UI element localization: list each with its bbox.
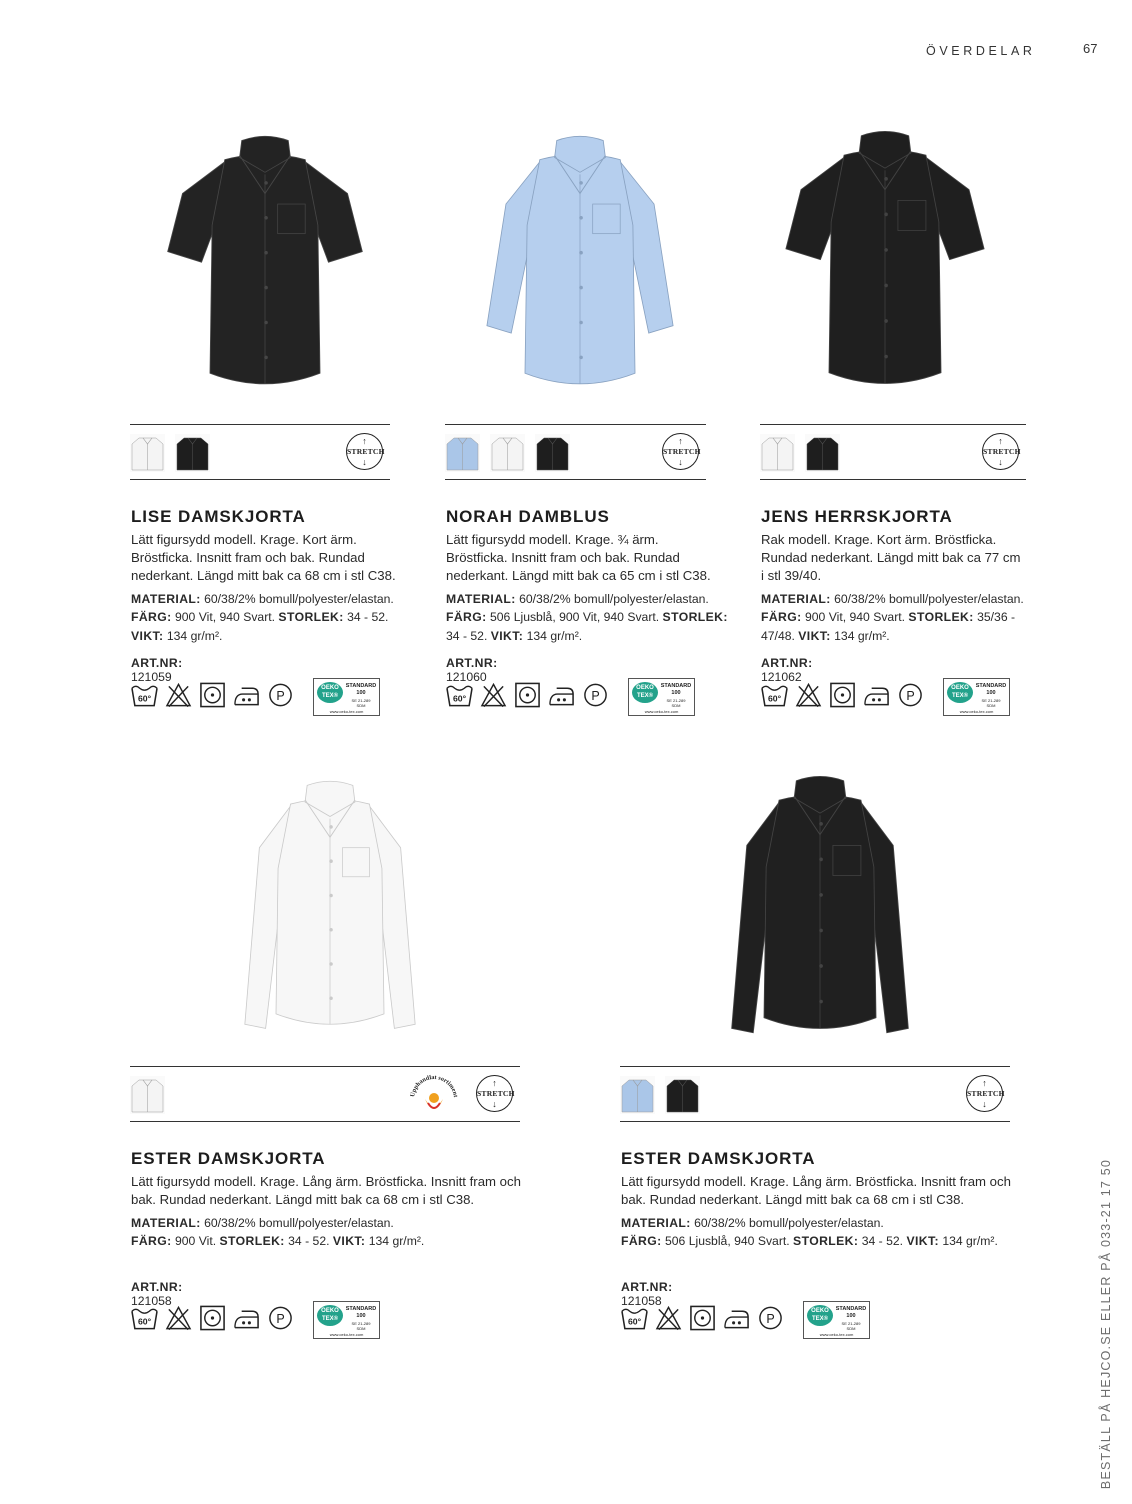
article-number-value: 121060	[446, 670, 487, 684]
color-swatch[interactable]	[490, 434, 525, 472]
svg-text:P: P	[766, 1311, 775, 1326]
tumble-dry-icon	[829, 682, 856, 708]
spec-label: STORLEK:	[908, 610, 974, 625]
spec-value: 900 Vit, 940 Svart.	[804, 610, 906, 625]
oeko-tex-badge: OEKO TEX®	[632, 682, 658, 703]
svg-text:P: P	[906, 688, 915, 703]
material-line	[131, 590, 413, 608]
care-symbols	[761, 678, 1021, 714]
care-symbols	[621, 1301, 881, 1337]
color-swatch[interactable]	[130, 1076, 165, 1114]
stretch-icon: ↑ STRETCH ↓	[966, 1075, 1003, 1112]
stretch-icon: ↑ STRETCH ↓	[346, 433, 383, 470]
spec-value: 60/38/2% bomull/polyester/elastan.	[834, 592, 1024, 606]
oeko-standard: STANDARD 100	[345, 1306, 377, 1319]
oeko-tex-badge: OEKO TEX®	[317, 1305, 343, 1326]
oeko-standard: STANDARD 100	[345, 683, 377, 696]
stretch-label: STRETCH	[663, 447, 701, 456]
swatch-bar	[130, 1066, 520, 1122]
material-line	[131, 1214, 538, 1232]
product-name: ESTER DAMSKJORTA	[131, 1149, 326, 1168]
article-number-label: ART.NR:	[131, 656, 183, 670]
color-swatch[interactable]	[535, 434, 570, 472]
color-swatch[interactable]	[130, 434, 165, 472]
no-bleach-icon	[655, 1305, 682, 1331]
oeko-url: www.oeko-tex.com	[329, 709, 364, 714]
product-photo	[455, 130, 705, 405]
svg-text:60°: 60°	[452, 693, 467, 704]
no-bleach-icon	[165, 1305, 192, 1331]
iron-medium-icon	[233, 682, 260, 708]
section-title: ÖVERDELAR	[926, 44, 1036, 58]
swatch-bar	[760, 424, 1026, 480]
oeko-cert: SE 21-289 SDM	[351, 1321, 371, 1331]
spec-value: 60/38/2% bomull/polyester/elastan.	[694, 1216, 884, 1230]
spec-value: 506 Ljusblå, 900 Vit, 940 Svart.	[489, 610, 660, 625]
article-number-label: ART.NR:	[761, 656, 813, 670]
oeko-standard: STANDARD 100	[975, 683, 1007, 696]
product-specs	[621, 1214, 1028, 1251]
tumble-dry-icon	[689, 1305, 716, 1331]
spec-label: VIKT:	[332, 1234, 366, 1249]
color-swatch[interactable]	[760, 434, 795, 472]
oeko-url: www.oeko-tex.com	[959, 709, 994, 714]
svg-text:60°: 60°	[627, 1316, 642, 1327]
product-photo	[760, 125, 1010, 405]
color-swatch[interactable]	[665, 1076, 700, 1114]
wash-60-icon	[131, 682, 158, 708]
svg-text:Upphandlat sortiment VGR: Upphandlat sortiment	[409, 1073, 459, 1098]
product-description: Rak modell. Krage. Kort ärm. Bröstficka. Rundad nederkant. Längd mitt bak ca 77 cm i stl 39/40.	[761, 532, 1021, 584]
oeko-standard: STANDARD 100	[660, 683, 692, 696]
spec-value: 60/38/2% bomull/polyester/elastan.	[204, 592, 394, 606]
spec-value: 34 - 52.	[861, 1234, 904, 1249]
spec-label: FÄRG:	[446, 610, 487, 625]
spec-label: FÄRG:	[131, 1234, 172, 1249]
article-number-label: ART.NR:	[446, 656, 498, 670]
spec-value: 134 gr/m².	[368, 1234, 425, 1249]
spec-label: MATERIAL:	[621, 1216, 691, 1230]
care-symbols	[131, 678, 391, 714]
stretch-icon: ↑ STRETCH ↓	[476, 1075, 513, 1112]
color-size-weight-line	[761, 608, 1039, 645]
spec-label: FÄRG:	[621, 1234, 662, 1249]
svg-text:P: P	[591, 688, 600, 703]
product-name: ESTER DAMSKJORTA	[621, 1149, 816, 1168]
svg-text:P: P	[276, 688, 285, 703]
oeko-tex-badge: OEKO TEX®	[807, 1305, 833, 1326]
spec-label: VIKT:	[906, 1234, 939, 1249]
color-size-weight-line	[446, 608, 730, 645]
product-description: Lätt figursydd modell. Krage. Lång ärm. Bröstficka. Insnitt fram och bak. Rundad nederkant. Längd mitt bak ca 68 cm i stl C38.	[621, 1174, 1011, 1208]
product-specs	[131, 1214, 538, 1251]
no-bleach-icon	[480, 682, 507, 708]
oeko-tex-label	[943, 678, 1010, 716]
procurement-seal-icon	[408, 1073, 460, 1117]
oeko-cert: SE 21-289 SDM	[666, 698, 686, 708]
swatch-bar	[620, 1066, 1010, 1122]
spec-value: 34 - 52.	[288, 1234, 330, 1249]
spec-value: 134 gr/m².	[834, 628, 890, 643]
spec-label: MATERIAL:	[761, 592, 831, 606]
stretch-label: STRETCH	[347, 447, 385, 456]
spec-label: VIKT:	[490, 628, 524, 643]
color-swatch[interactable]	[805, 434, 840, 472]
spec-label: STORLEK:	[793, 1234, 859, 1249]
spec-value: 34 - 52.	[347, 610, 389, 625]
spec-label: STORLEK:	[662, 610, 728, 625]
oeko-tex-label	[803, 1301, 870, 1339]
no-bleach-icon	[795, 682, 822, 708]
oeko-tex-badge: OEKO TEX®	[947, 682, 973, 703]
material-line	[761, 590, 1039, 608]
color-swatch[interactable]	[175, 434, 210, 472]
article-number-value: 121058	[621, 1294, 662, 1308]
oeko-standard: STANDARD 100	[835, 1306, 867, 1319]
spec-label: VIKT:	[798, 628, 831, 643]
tumble-dry-icon	[199, 682, 226, 708]
wash-60-icon	[761, 682, 788, 708]
oeko-cert: SE 21-289 SDM	[981, 698, 1001, 708]
spec-label: MATERIAL:	[446, 592, 516, 606]
color-size-weight-line	[131, 608, 413, 645]
professional-clean-icon	[267, 1305, 294, 1331]
spec-label: VIKT:	[131, 628, 164, 643]
no-bleach-icon	[165, 682, 192, 708]
svg-text:60°: 60°	[137, 693, 152, 704]
article-number-label: ART.NR:	[621, 1280, 673, 1294]
product-photo	[200, 775, 460, 1045]
spec-value: 60/38/2% bomull/polyester/elastan.	[204, 1216, 394, 1230]
color-size-weight-line	[131, 1232, 538, 1250]
wash-60-icon	[446, 682, 473, 708]
spec-label: STORLEK:	[278, 610, 344, 625]
oeko-cert: SE 21-289 SDM	[841, 1321, 861, 1331]
tumble-dry-icon	[514, 682, 541, 708]
stretch-icon: ↑ STRETCH ↓	[662, 433, 699, 470]
spec-label: STORLEK:	[219, 1234, 285, 1249]
material-line	[621, 1214, 1028, 1232]
spec-value: 900 Vit, 940 Svart.	[174, 610, 276, 625]
product-name: JENS HERRSKJORTA	[761, 507, 953, 526]
spec-value: 900 Vit.	[174, 1234, 217, 1249]
product-description: Lätt figursydd modell. Krage. Lång ärm. Bröstficka. Insnitt fram och bak. Rundad nederkant. Längd mitt bak ca 68 cm i stl C38.	[131, 1174, 521, 1208]
product-description: Lätt figursydd modell. Krage. ¾ ärm. Bröstficka. Insnitt fram och bak. Rundad nederkant. Längd mitt bak ca 65 cm i stl C38.	[446, 532, 711, 584]
oeko-url: www.oeko-tex.com	[819, 1332, 854, 1337]
svg-text:P: P	[276, 1311, 285, 1326]
oeko-tex-badge: OEKO TEX®	[317, 682, 343, 703]
product-photo	[690, 770, 950, 1050]
stretch-label: STRETCH	[477, 1089, 515, 1098]
color-swatch[interactable]	[445, 434, 480, 472]
product-name: LISE DAMSKJORTA	[131, 507, 306, 526]
svg-text:60°: 60°	[137, 1316, 152, 1327]
material-line	[446, 590, 730, 608]
care-symbols	[131, 1301, 391, 1337]
professional-clean-icon	[757, 1305, 784, 1331]
swatch-bar	[445, 424, 706, 480]
article-number-value: 121062	[761, 670, 802, 684]
spec-label: FÄRG:	[761, 610, 802, 625]
wash-60-icon	[621, 1305, 648, 1331]
swatch-bar	[130, 424, 390, 480]
oeko-tex-label	[313, 678, 380, 716]
product-name: NORAH DAMBLUS	[446, 507, 610, 526]
spec-label: FÄRG:	[131, 610, 172, 625]
iron-medium-icon	[723, 1305, 750, 1331]
care-symbols	[446, 678, 706, 714]
oeko-url: www.oeko-tex.com	[644, 709, 679, 714]
product-specs	[446, 590, 730, 645]
spec-value: 134 gr/m².	[942, 1234, 998, 1249]
professional-clean-icon	[582, 682, 609, 708]
wash-60-icon	[131, 1305, 158, 1331]
iron-medium-icon	[548, 682, 575, 708]
iron-medium-icon	[863, 682, 890, 708]
oeko-tex-label	[313, 1301, 380, 1339]
article-number-value: 121058	[131, 1294, 172, 1308]
spec-value: 35/36 - 47/48.	[761, 610, 1016, 643]
stretch-icon: ↑ STRETCH ↓	[982, 433, 1019, 470]
spec-value: 60/38/2% bomull/polyester/elastan.	[519, 592, 709, 606]
spec-label: MATERIAL:	[131, 1216, 201, 1230]
product-specs	[131, 590, 413, 645]
product-photo	[140, 130, 390, 405]
tumble-dry-icon	[199, 1305, 226, 1331]
article-number-value: 121059	[131, 670, 172, 684]
spec-value: 134 gr/m².	[526, 628, 583, 643]
stretch-label: STRETCH	[967, 1089, 1005, 1098]
oeko-url: www.oeko-tex.com	[329, 1332, 364, 1337]
stretch-label: STRETCH	[983, 447, 1021, 456]
color-size-weight-line	[621, 1232, 1028, 1250]
article-number-label: ART.NR:	[131, 1280, 183, 1294]
iron-medium-icon	[233, 1305, 260, 1331]
spec-label: MATERIAL:	[131, 592, 201, 606]
product-description: Lätt figursydd modell. Krage. Kort ärm. Bröstficka. Insnitt fram och bak. Rundad nederkant. Längd mitt bak ca 68 cm i stl C38.	[131, 532, 396, 584]
page-number: 67	[1083, 41, 1098, 56]
spec-value: 34 - 52.	[446, 628, 488, 643]
color-swatch[interactable]	[620, 1076, 655, 1114]
oeko-cert: SE 21-289 SDM	[351, 698, 371, 708]
svg-text:60°: 60°	[767, 693, 782, 704]
professional-clean-icon	[897, 682, 924, 708]
spec-value: 134 gr/m².	[166, 628, 223, 643]
professional-clean-icon	[267, 682, 294, 708]
oeko-tex-label	[628, 678, 695, 716]
spec-value: 506 Ljusblå, 940 Svart.	[664, 1234, 790, 1249]
product-specs	[761, 590, 1039, 645]
